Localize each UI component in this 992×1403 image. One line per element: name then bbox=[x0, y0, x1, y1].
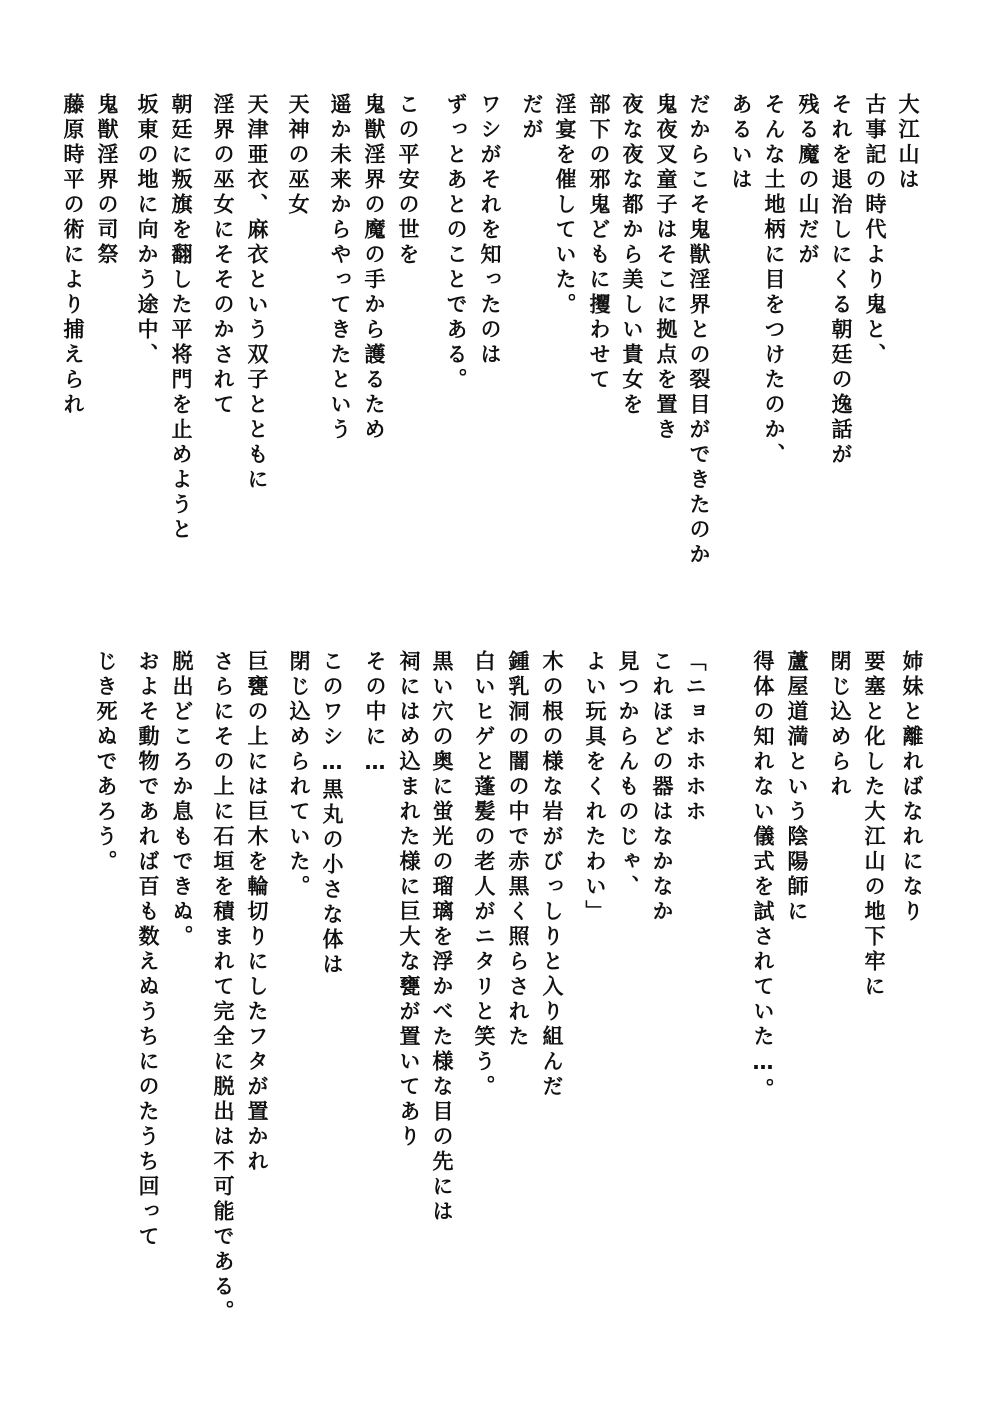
text-line: 朝廷に叛旗を翻した平将門を止めようと bbox=[169, 93, 193, 543]
text-line: 閉じ込められ bbox=[828, 650, 852, 800]
text-line: このワシ…黒丸の小さな体は bbox=[320, 650, 344, 978]
text-line: じき死ぬであろう。 bbox=[94, 650, 118, 875]
text-line: 鍾乳洞の闇の中で赤黒く照らされた bbox=[506, 650, 530, 1050]
text-line: 「ニョホホホホ bbox=[683, 650, 707, 825]
text-line: 淫宴を催していた。 bbox=[553, 93, 577, 318]
text-line: 残る魔の山だが bbox=[796, 93, 820, 268]
text-line: その中に… bbox=[363, 650, 387, 778]
text-line: さらにその上に石垣を積まれて完全に脱出は不可能である。 bbox=[211, 650, 235, 1325]
text-line: 白いヒゲと蓬髪の老人がニタリと笑う。 bbox=[472, 650, 496, 1100]
text-line: 部下の邪鬼どもに攫わせて bbox=[587, 93, 611, 393]
text-line: これほどの器はなかなか bbox=[650, 650, 674, 925]
text-line: およそ動物であれば百も数えぬうちにのたうち回って bbox=[136, 650, 160, 1250]
text-line: だが bbox=[520, 93, 544, 143]
text-line: ずっとあとのことである。 bbox=[444, 93, 468, 393]
text-line: 天神の巫女 bbox=[286, 93, 310, 218]
text-line: 藤原時平の術により捕えられ bbox=[61, 93, 85, 418]
text-line: 鬼獣淫界の司祭 bbox=[95, 93, 119, 268]
text-line: だからこそ鬼獣淫界との裂目ができたのか bbox=[687, 93, 711, 568]
text-line: 得体の知れない儀式を試されていた…。 bbox=[751, 650, 775, 1103]
text-line: 閉じ込められていた。 bbox=[287, 650, 311, 900]
text-line: 鬼夜叉童子はそこに拠点を置き bbox=[654, 93, 678, 443]
text-line: 天津亜衣、麻衣という双子とともに bbox=[245, 93, 269, 493]
text-line: 古事記の時代より鬼と、 bbox=[863, 93, 887, 368]
text-line: 脱出どころか息もできぬ。 bbox=[170, 650, 194, 950]
text-line: 蘆屋道満という陰陽師に bbox=[785, 650, 809, 925]
text-line: 遥か未来からやってきたという bbox=[328, 93, 352, 443]
text-line: 祠にはめ込まれた様に巨大な甕が置いてあり bbox=[397, 650, 421, 1150]
text-line: 夜な夜な都から美しい貴女を bbox=[620, 93, 644, 418]
text-line: 巨甕の上には巨木を輪切りにしたフタが置かれ bbox=[245, 650, 269, 1175]
text-line: 姉妹と離ればなれになり bbox=[900, 650, 924, 925]
text-line: よい玩具をくれたわい」 bbox=[583, 650, 607, 925]
text-line: 坂東の地に向かう途中、 bbox=[135, 93, 159, 368]
text-line: 木の根の様な岩がびっしりと入り組んだ bbox=[540, 650, 564, 1100]
text-line: 淫界の巫女にそそのかされて bbox=[211, 93, 235, 418]
text-line: 見つからんものじゃ、 bbox=[616, 650, 640, 900]
text-line: 黒い穴の奥に蛍光の瑠璃を浮かべた様な目の先には bbox=[430, 650, 454, 1225]
text-line: 要塞と化した大江山の地下牢に bbox=[862, 650, 886, 1000]
text-line: そんな土地柄に目をつけたのか、 bbox=[762, 93, 786, 468]
text-line: 鬼獣淫界の魔の手から護るため bbox=[362, 93, 386, 443]
text-line: それを退治しにくる朝廷の逸話が bbox=[829, 93, 853, 468]
text-line: あるいは bbox=[729, 93, 753, 193]
text-line: この平安の世を bbox=[396, 93, 420, 268]
text-line: ワシがそれを知ったのは bbox=[478, 93, 502, 368]
text-line: 大江山は bbox=[896, 93, 920, 193]
